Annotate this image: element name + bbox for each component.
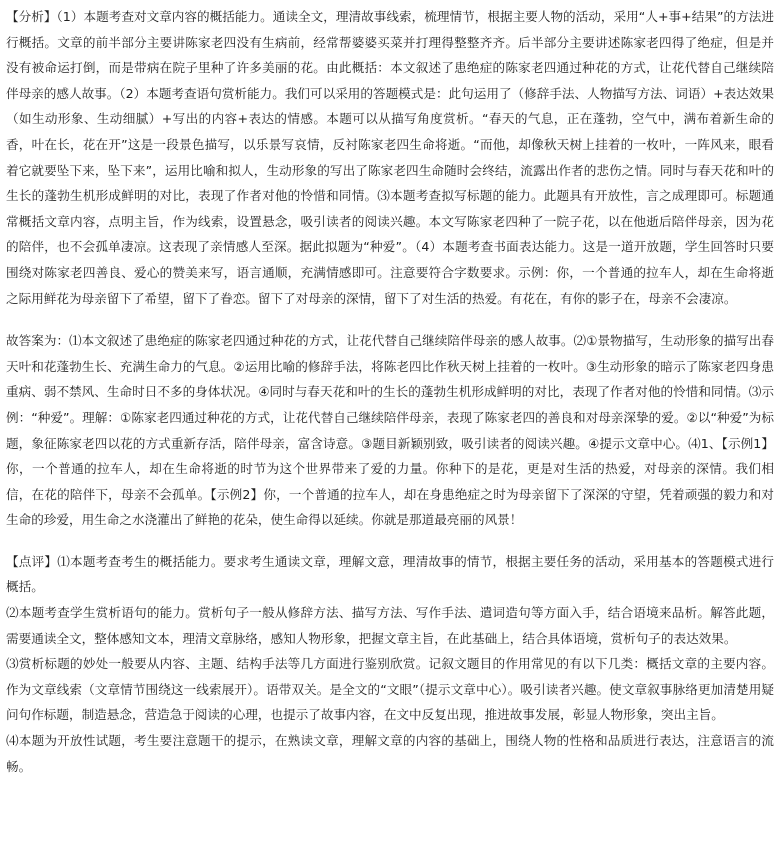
paragraph-gap [6, 533, 774, 549]
comment-line-3: ⑶赏析标题的妙处一般要从内容、主题、结构手法等几方面进行鉴别欣赏。记叙文题目的作用常见的有以下几类：概括文章的主要内容。作为文章线索（文章情节围绕这一线索展开）。语带双关。是全文的“文眼”（提示文章中心）。吸引读者兴趣。使文章叙事脉络更加清楚用疑问句作标题，制造悬念，营造急于阅读的心理，也提示了故事内容，在文中反复出现，推进故事发展，彰显人物形象，突出主旨。 [6, 656, 774, 723]
comment-line-1: 【点评】⑴本题考查考生的概括能力。要求考生通读文章，理解文意，理清故事的情节，根据主要任务的活动，采用基本的答题模式进行概括。 [6, 553, 774, 595]
paragraph-gap [6, 311, 774, 328]
analysis-paragraph: 【分析】（1）本题考查对文章内容的概括能力。通读全文，理清故事线索，梳理情节，根据主要人物的活动，采用“人+事+结果”的方法进行概括。文章的前半部分主要讲陈家老四没有生病前，经常帮婆婆买菜并打理得整整齐齐。后半部分主要讲述陈家老四得了绝症，但是并没有被命运打倒，而是带病在院子里种了许多美丽的花。由此概括：本文叙述了患绝症的陈家老四通过种花的方式，让花代替自己继续陪伴母亲的感人故事。（2）本题考查语句赏析能力。我们可以采用的答题模式是：此句运用了（修辞手法、人物描写方法、词语）+表达效果（如生动形象、生动细腻）+写出的内容+表达的情感。本题可以从描写角度赏析。“春天的气息，正在蓬勃，空气中，满布着新生命的香，叶在长，花在开”这是一段景色描写，以乐景写哀情，反衬陈家老四生命将逝。“而他，却像秋天树上挂着的一枚叶，一阵风来，眼看着它就要坠下来，坠下来”，运用比喻和拟人，生动形象的写出了陈家老四生命随时会终结，流露出作者的悲伤之情。同时与春天花和叶的生长的蓬勃生机形成鲜明的对比，表现了作者对他的怜惜和同情。⑶本题考查拟写标题的能力。此题具有开放性，言之成理即可。标题通常概括文章内容，点明主旨，作为线索，设置悬念，吸引读者的阅读兴趣。本文写陈家老四种了一院子花，以在他逝后陪伴母亲，因为花的陪伴，也不会孤单凄凉。这表现了亲情感人至深。据此拟题为“种爱”。（4）本题考查书面表达能力。这是一道开放题，学生回答时只要围绕对陈家老四善良、爱心的赞美来写，语言通顺，充满情感即可。注意要符合字数要求。示例：你，一个普通的拉车人，却在生命将逝之际用鲜花为母亲留下了希望，留下了眷恋。留下了对母亲的深情，留下了对生活的热爱。有花在，有你的影子在，母亲不会凄凉。 [6, 9, 774, 306]
comment-line-2: ⑵本题考查学生赏析语句的能力。赏析句子一般从修辞方法、描写方法、写作手法、遣词造句等方面入手，结合语境来品析。解答此题，需要通读全文，整体感知文本，理清文章脉络，感知人物形象，把握文章主旨，在此基础上，结合具体语境，赏析句子的表达效果。 [6, 605, 774, 646]
comment-line-4: ⑷本题为开放性试题，考生要注意题干的提示，在熟读文章，理解文章的内容的基础上，围绕人物的性格和品质进行表达，注意语言的流畅。 [6, 733, 774, 774]
answer-paragraph: 故答案为：⑴本文叙述了患绝症的陈家老四通过种花的方式，让花代替自己继续陪伴母亲的感人故事。⑵①景物描写，生动形象的描写出春天叶和花蓬勃生长、充满生命力的气息。②运用比喻的修辞手法，将陈老四比作秋天树上挂着的一枚叶。③生动形象的暗示了陈家老四身患重病、弱不禁风、生命时日不多的身体状况。④同时与春天花和叶的生长的蓬勃生机形成鲜明的对比，表现了作者对他的怜惜和同情。⑶示例：“种爱”。理解：①陈家老四通过种花的方式，让花代替自己继续陪伴母亲，表现了陈家老四的善良和对母亲深挚的爱。②以“种爱”为标题，象征陈家老四以花的方式重新存活，陪伴母亲，富含诗意。③题目新颖别致，吸引读者的阅读兴趣。④提示文章中心。⑷1、【示例1】你，一个普通的拉车人，却在生命将逝的时节为这个世界带来了爱的力量。你种下的是花，更是对生活的热爱，对母亲的深情。我们相信，在花的陪伴下，母亲不会孤单。【示例2】你，一个普通的拉车人，却在身患绝症之时为母亲留下了深深的守望，凭着顽强的毅力和对生命的珍爱，用生命之水浇灌出了鲜艳的花朵，使生命得以延续。你就是那道最亮丽的风景！ [6, 333, 774, 528]
